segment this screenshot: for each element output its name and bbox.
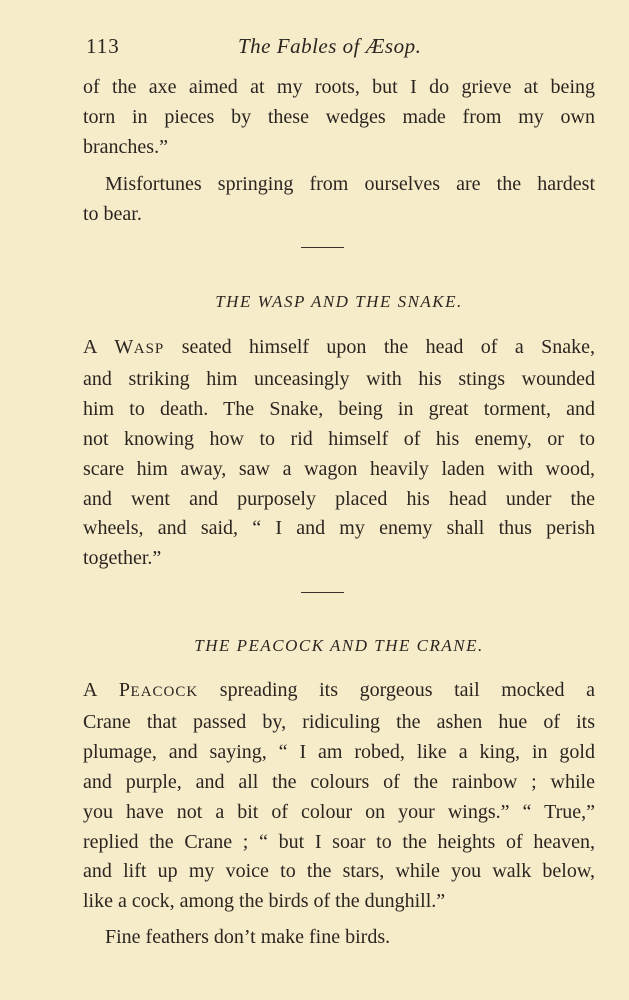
text-line: wheels, and said, “ I and my enemy shall thus perish <box>83 517 595 540</box>
text-line: you have not a bit of colour on your wings.” “ True,” <box>83 800 595 823</box>
section-divider <box>301 247 344 248</box>
lead-words: A PEACOCK <box>83 679 199 701</box>
section-divider <box>301 592 344 593</box>
text-line: and lift up my voice to the stars, while you walk below, <box>83 860 595 883</box>
text-line: and striking him unceasingly with his stings wounded <box>83 367 595 390</box>
text-line: Misfortunes springing from ourselves are the hardest <box>105 173 595 195</box>
text-line: like a cock, among the birds of the dunghill.” <box>83 890 446 913</box>
text-line: plumage, and saying, “ I am robed, like a king, in gold <box>83 740 595 763</box>
text-line: to bear. <box>83 202 142 225</box>
fable-wasp-body <box>83 333 595 574</box>
text-line: together.” <box>83 547 162 570</box>
text-line: not knowing how to rid himself of his enemy, or to <box>83 427 595 450</box>
lead-words: A WASP <box>83 336 165 358</box>
continuation-paragraph <box>83 73 595 163</box>
running-title: The Fables of Æsop. <box>238 34 422 58</box>
text-line: branches.” <box>83 135 168 158</box>
text-line: replied the Crane ; “ but I soar to the heights of heaven, <box>83 830 595 853</box>
text-line: Fine feathers don’t make fine birds. <box>105 926 391 948</box>
text-line-first: A WASP seated himself upon the head of a Snake, <box>83 336 596 358</box>
moral-paragraph <box>83 923 595 953</box>
text-line: and purple, and all the colours of the rainbow ; while <box>83 770 595 793</box>
fable-peacock-body <box>83 676 595 917</box>
text-line: torn in pieces by these wedges made from my own <box>83 105 595 128</box>
page-number: 113 <box>86 34 120 58</box>
fable-title-wasp: THE WASP AND THE SNAKE. <box>215 292 463 311</box>
text-line-first: A PEACOCK spreading its gorgeous tail mocked a <box>83 679 596 701</box>
text-line: Crane that passed by, ridiculing the ashen hue of its <box>83 710 595 733</box>
page-header <box>86 34 556 64</box>
moral-paragraph <box>83 170 595 230</box>
text-line: and went and purposely placed his head under the <box>83 487 595 510</box>
text-line: him to death. The Snake, being in great torment, and <box>83 397 595 420</box>
text-line: of the axe aimed at my roots, but I do grieve at being <box>83 76 595 98</box>
fable-title-peacock: THE PEACOCK AND THE CRANE. <box>194 636 484 655</box>
text-line: scare him away, saw a wagon heavily laden with wood, <box>83 457 595 480</box>
